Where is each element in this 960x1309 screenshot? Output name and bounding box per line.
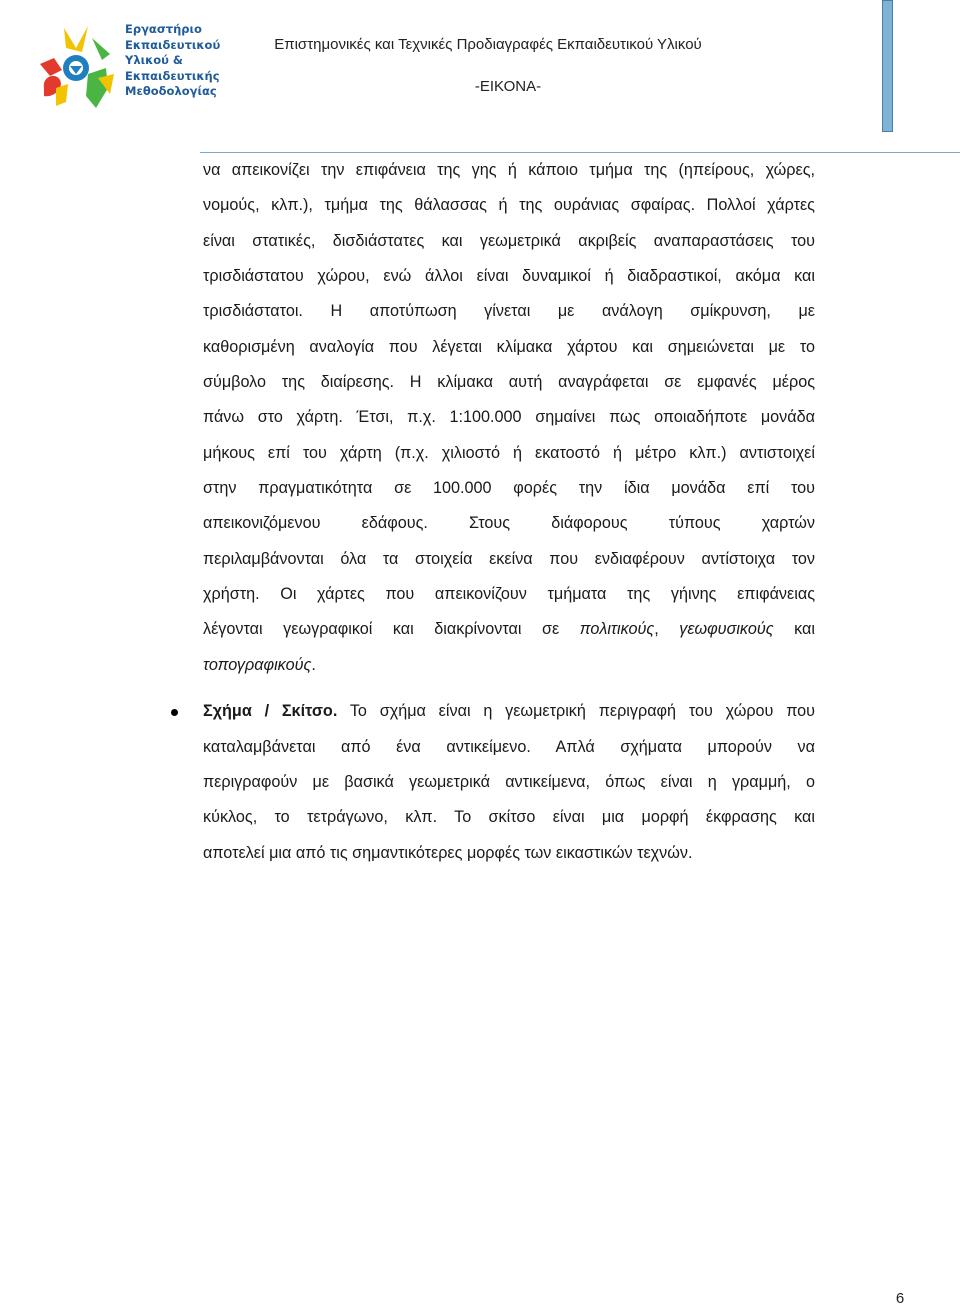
text-run: ,: [654, 620, 680, 639]
text-line: περιλαμβάνονται όλα τα στοιχεία εκείνα που ενδιαφέρουν αντίστοιχα τον: [203, 549, 815, 568]
text-line: περιγραφούν με βασικά γεωμετρικά αντικείμενα, όπως είναι η γραμμή, ο: [203, 772, 815, 791]
text-line: σύμβολο της διαίρεσης. Η κλίμακα αυτή αναγράφεται σε εμφανές μέρος: [203, 373, 815, 392]
page-number: 6: [895, 1290, 905, 1307]
body-paragraph: [203, 153, 815, 683]
text-line: καταλαμβάνεται από ένα αντικείμενο. Απλά σχήματα μπορούν να: [203, 737, 815, 756]
text-run: .: [311, 655, 316, 674]
text-line: κύκλος, το τετράγωνο, κλπ. Το σκίτσο είναι μια μορφή έκφρασης και: [203, 808, 815, 827]
bullet-heading: Σχήμα / Σκίτσο.: [203, 702, 338, 721]
text-run: Το σχήμα είναι η γεωμετρική περιγραφή του χώρου που: [337, 702, 815, 721]
italic-term-political: πολιτικούς: [579, 620, 655, 639]
logo-line-3: Υλικού &: [125, 53, 183, 67]
text-line: να απεικονίζει την επιφάνεια της γης ή κάποιο τμήμα της (ηπείρους, χώρες,: [203, 161, 815, 179]
page-body: [203, 153, 815, 871]
bullet-icon: [171, 709, 178, 716]
text-line: αποτελεί μια από τις σημαντικότερες μορφές των εικαστικών τεχνών.: [203, 843, 693, 862]
italic-term-geophysical: γεωφυσικούς: [679, 620, 774, 639]
text-line: τρισδιάστατοι. Η αποτύπωση γίνεται με ανάλογη σμίκρυνση, με: [203, 302, 815, 321]
text-line: νομούς, κλπ.), τμήμα της θάλασσας ή της ουράνιας σφαίρας. Πολλοί χάρτες: [203, 196, 815, 215]
italic-term-topographic: τοπογραφικούς: [203, 655, 312, 674]
bullet-paragraph: [203, 694, 815, 871]
logo-line-4: Εκπαιδευτικής: [125, 68, 220, 83]
text-line: απεικονιζόμενου εδάφους. Στους διάφορους τύπους χαρτών: [203, 514, 815, 533]
text-line: στην πραγματικότητα σε 100.000 φορές την ίδια μονάδα επί του: [203, 479, 815, 498]
logo-line-5: Μεθοδολογίας: [125, 84, 217, 98]
text-line: τρισδιάστατου χώρου, ενώ άλλοι είναι δυναμικοί ή διαδραστικοί, ακόμα και: [203, 267, 815, 286]
text-line-mixed: [203, 648, 815, 683]
text-line: είναι στατικές, δισδιάστατες και γεωμετρικά ακριβείς αναπαραστάσεις του: [203, 231, 815, 250]
logo-line-1: Εργαστήριο: [125, 22, 202, 36]
text-line-mixed: [203, 694, 815, 729]
logo-line-2: Εκπαιδευτικού: [125, 37, 221, 52]
running-header-subtitle: -ΕΙΚΟΝΑ-: [474, 78, 542, 95]
running-header-title: Επιστημονικές και Τεχνικές Προδιαγραφές Εκπαιδευτικού Υλικού: [274, 36, 702, 53]
decorative-side-bar: [882, 0, 893, 132]
page-header: [0, 0, 960, 150]
text-run: λέγονται γεωγραφικοί και διακρίνονται σε: [203, 620, 580, 639]
text-run: και: [773, 620, 815, 639]
text-line: καθορισμένη αναλογία που λέγεται κλίμακα χάρτου και σημειώνεται με το: [203, 337, 815, 356]
text-line: μήκους επί του χάρτη (π.χ. χιλιοστό ή εκατοστό ή μέτρο κλπ.) αντιστοιχεί: [203, 443, 815, 462]
text-line: πάνω στο χάρτη. Έτσι, π.χ. 1:100.000 σημαίνει πως οποιαδήποτε μονάδα: [203, 408, 815, 427]
lab-logo-text: [125, 22, 235, 100]
text-line-mixed: [203, 612, 815, 647]
bullet-item-shape-sketch: [203, 694, 815, 871]
text-line: χρήστη. Οι χάρτες που απεικονίζουν τμήματα της γήινης επιφάνειας: [203, 585, 815, 604]
